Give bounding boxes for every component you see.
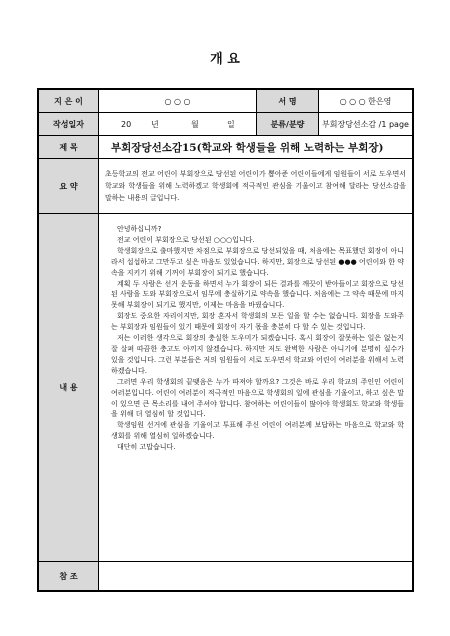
content-paragraph: 저는 이러한 생각으로 회장의 충실한 도우미가 되겠습니다. 혹시 회장이 잘못하는 일은 없는지 잘 살펴 따끔한 충고도 아끼지 않겠습니다. 하지만 저도 완벽한 사람은 아니기에 분명히 실수가 있을 것입니다. 그런 부분들은 저의 임원들이 서로 도우면서 학교와 어린이 여러분을 위해서 노력하겠습니다. (111, 334, 404, 375)
content-paragraph: 계획 두 사람은 선거 운동을 하면서 누가 회장이 되든 결과를 깨끗이 받아들이고 회장으로 당선된 사람을 도와 부회장으로서 임무에 충실하기로 약속을 했습니다. 처음에는 그 약속 때문에 마지못해 부회장이 되기로 했지만, 이제는 마음을 바꿨습니다. (111, 279, 404, 310)
overview-form (37, 88, 414, 592)
summary-value: 초등학교의 전교 어린이 부회장으로 당선된 어린이가 뽑아준 어린이들에게 임원들이 서로 도우면서 학교와 학생들을 위해 노력하겠고 학생회에 적극적인 관심을 기울이고 참여해 달라는 당선소감을 말하는 내용의 글입니다. (105, 170, 406, 202)
date-row (39, 113, 412, 136)
author-value: ○ ○ ○ (99, 90, 257, 112)
content-row (39, 214, 412, 562)
content-paragraph: 대단히 고맙습니다. (117, 443, 176, 452)
content-paragraph: 회장도 중요한 자리이지만, 회장 혼자서 학생회의 모든 일을 할 수는 없습니다. 회장을 도와주는 부회장과 임원들이 있기 때문에 회장이 자기 몫을 충분히 다 할 수 있는 것입니다. (111, 312, 404, 332)
subject-value: 부회장당선소감15(학교와 학생들을 위해 노력하는 부회장) (111, 141, 384, 154)
date-month-unit: 월 (191, 119, 199, 129)
date-year: 20 (121, 119, 132, 129)
reference-value (99, 562, 412, 590)
reference-row (39, 562, 412, 590)
name-value: ○ ○ ○ 한은영 (339, 96, 392, 106)
author-row (39, 90, 412, 113)
subject-label: 제 목 (39, 136, 99, 158)
content-body (99, 214, 412, 561)
author-label: 지 은 이 (39, 90, 99, 112)
content-paragraph: 전교 어린이 부회장으로 당선된 ○○○입니다. (117, 235, 255, 244)
subject-row (39, 136, 412, 159)
category-value: 부회장당선소감 /1 page (322, 119, 409, 129)
document-title: 개 요 (210, 52, 240, 67)
date-year-unit: 년 (151, 119, 159, 129)
content-paragraph: 그러면 우리 학생회의 끝맺음은 누가 따져야 할까요? 그것은 바로 우리 학교의 주인인 어린이 여러분입니다. 어린이 여러분이 적극적인 마음으로 학생회의 일에 관심을 기울이고, 하고 싶은 말이 있으면 큰 목소리를 내어 주셔야 합니다. 참여하는 어린이들이 많아야 학생회도 학교와 학생들을 위해 더 열심히 할 것입니다. (111, 377, 404, 419)
content-label: 내 용 (39, 214, 99, 561)
date-day-unit: 일 (227, 119, 235, 129)
content-paragraph: 학생임원 선거에 관심을 기울이고 투표해 주신 어린이 여러분께 보답하는 마음으로 학교와 학생회를 위해 열심히 일하겠습니다. (111, 421, 404, 441)
summary-row (39, 159, 412, 214)
date-value (99, 113, 257, 135)
summary-label: 요 약 (39, 159, 99, 213)
category-label: 분류/분량 (257, 113, 319, 135)
content-paragraph: 안녕하십니까? (117, 225, 162, 233)
reference-label: 참 조 (39, 562, 99, 590)
name-label: 서 명 (257, 90, 319, 112)
date-label: 작성일자 (39, 113, 99, 135)
content-paragraph: 학생회장으로 출마했지만 차점으로 부회장으로 당선되었을 때, 처음에는 목표했던 회장이 아니라서 섭섭하고 그만두고 싶은 마음도 있었습니다. 하지만, 회장으로 당선된 ●●● 어린이와 한 약속을 지키기 위해 기꺼이 부회장이 되기로 했습니다. (111, 246, 404, 277)
